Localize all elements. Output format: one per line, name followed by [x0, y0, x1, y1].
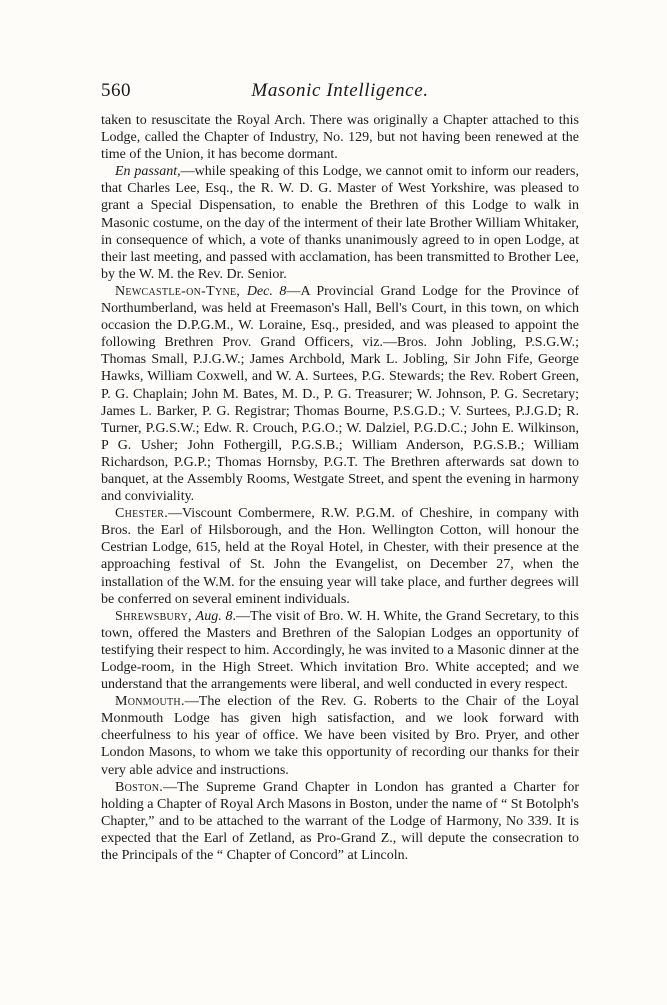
- paragraph-text: —The Supreme Grand Chapter in London has granted a Charter for holding a Chapter of Royal Arch Masons in Boston, under the name of “ St Botolph's Chapter,” and to be attached to the warrant of the Lodge of Harmony, No 339. It is expected that the Earl of Zetland, as Pro-Grand Z., will depute the consecration to the Principals of the “ Chapter of Concord” at Lincoln.: [101, 779, 579, 864]
- page-number: 560: [101, 80, 131, 101]
- paragraph-shrewsbury: [101, 608, 579, 693]
- paragraph-text: —A Provincial Grand Lodge for the Province of Northumberland, was held at Freemason's Hall, Bell's Court, in this town, on which occasion the D.P.G.M., W. Loraine, Esq., presided, and was pleased to appoint the following Brethren Prov. Grand Officers, viz.—Bros. John Jobling, P.S.G.W.; Thomas Small, P.J.G.W.; James Archbold, Mark L. Jobling, Sir John Fife, George Hawks, William Coxwell, and W. A. Surtees, P.G. Stewards; the Rev. Robert Green, P. G. Chaplain; John M. Bates, M. D., P. G. Treasurer; W. Johnson, P. G. Secretary; James L. Barker, P. G. Registrar; Thomas Bourne, P.S.G.D.; V. Surtees, P.J.G.D; R. Turner, P.G.S.W.; Edw. R. Crouch, P.G.O.; W. Dalziel, P.G.D.C.; John E. Wilkinson, P G. Usher; John Fothergill, P.G.S.B.; William Anderson, P.G.S.B.; William Richardson, P.G.P.; Thomas Hornsby, P.G.T. The Brethren afterwards sat down to banquet, at the Assembly Rooms, Westgate Street, and spent the evening in harmony and conviviality.: [101, 283, 579, 505]
- paragraph-chester: [101, 505, 579, 608]
- paragraph-lead: En passant,: [115, 164, 181, 180]
- paragraph-date: Aug. 8: [195, 608, 233, 624]
- paragraph-text: —while speaking of this Lodge, we cannot omit to inform our readers, that Charles Lee, Esq., the R. W. D. G. Master of West Yorkshire, was pleased to grant a Special Dispensation, to enable the Brethren of this Lodge to walk in Masonic costume, on the day of the interment of their late Brother William Whitaker, in consequence of which, a vote of thanks unanimously agreed to in open Lodge, at their last meeting, and passed with acclamation, has been transmitted to Brother Lee, by the W. M. the Rev. Dr. Senior.: [101, 164, 579, 282]
- running-title: Masonic Intelligence.: [251, 80, 429, 101]
- paragraph-lead: Chester.: [115, 506, 169, 522]
- paragraph-en-passant: [101, 163, 579, 283]
- paragraph-date: Dec. 8: [246, 283, 287, 299]
- paragraph-lead: Monmouth.: [115, 694, 185, 710]
- paragraph-lead: Boston.: [115, 779, 164, 795]
- paragraph-lead: Newcastle-on-Tyne,: [115, 283, 241, 299]
- paragraph-lead: Shrewsbury,: [115, 608, 192, 624]
- paragraph-royal-arch: [101, 112, 579, 163]
- paragraph-text: taken to resuscitate the Royal Arch. There was originally a Chapter attached to this Lodge, called the Chapter of Industry, No. 129, but not having been renewed at the time of the Union, it has become dormant.: [101, 113, 579, 163]
- paragraph-boston: [101, 779, 579, 864]
- paragraph-text: .—The visit of Bro. W. H. White, the Grand Secretary, to this town, offered the Masters and Brethren of the Salopian Lodges an opportunity of testifying their respect to him. Accordingly, he was invited to a Masonic dinner at the Lodge-room, in the High Street. Which invitation Bro. White accepted; and we understand that the arrangements were liberal, and well conducted in every respect.: [101, 608, 579, 693]
- paragraph-monmouth: [101, 693, 579, 778]
- paragraph-text: —Viscount Combermere, R.W. P.G.M. of Cheshire, in company with Bros. the Earl of Hilsborough, and the Hon. Wellington Cotton, will honour the Cestrian Lodge, 615, held at the Royal Hotel, in Chester, with their presence at the approaching festival of St. John the Evangelist, on December 27, when the installation of the W.M. for the ensuing year will take place, and further degrees will be conferred on several eminent individuals.: [101, 506, 579, 607]
- article-body: [101, 112, 579, 864]
- paragraph-newcastle: [101, 283, 579, 505]
- paragraph-text: —The election of the Rev. G. Roberts to the Chair of the Loyal Monmouth Lodge has given high satisfaction, and we look forward with cheerfulness to his year of office. We have been visited by Bro. Pryer, and other London Masons, to whom we take this opportunity of recording our thanks for their very able advice and instructions.: [101, 694, 579, 778]
- page-header: [101, 80, 579, 106]
